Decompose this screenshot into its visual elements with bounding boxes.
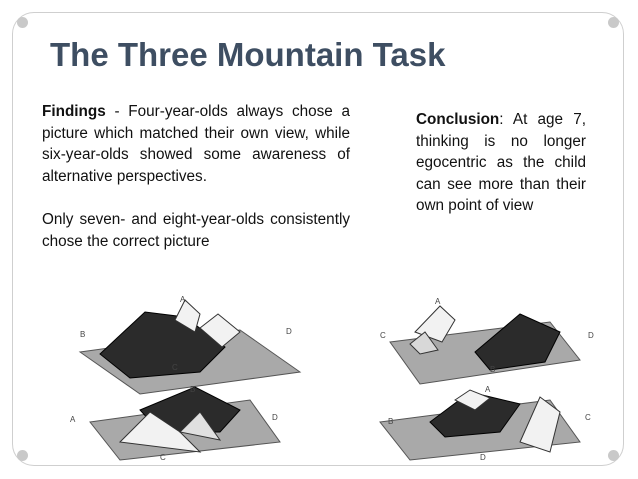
mountain-views-image (50, 292, 610, 462)
view-bottom-right (380, 385, 591, 462)
findings-label: Findings (42, 103, 106, 120)
label-d: D (272, 413, 278, 422)
label-a: A (180, 295, 186, 304)
findings-block (42, 101, 350, 252)
label-a: A (70, 415, 76, 424)
label-c: C (585, 413, 591, 422)
slide-title: The Three Mountain Task (50, 36, 446, 73)
label-c: C (172, 363, 178, 372)
corner-dot (17, 450, 28, 461)
conclusion-label: Conclusion (416, 111, 500, 128)
label-c: C (160, 453, 166, 462)
view-bottom-left (70, 385, 280, 462)
label-a: A (435, 297, 441, 306)
label-b: B (490, 365, 496, 374)
view-top-right (380, 297, 594, 384)
label-a: A (485, 385, 491, 394)
findings-text: - Four-year-olds always chose a picture which matched their own view, while six-year-olds showed some awareness of alternative perspectives. (42, 103, 350, 185)
conclusion-block (416, 109, 586, 217)
label-c: C (380, 331, 386, 340)
conclusion-text: : At age 7, thinking is no longer egocentric as the child can see more than their own point of view (416, 111, 586, 214)
label-d: D (588, 331, 594, 340)
corner-dot (608, 17, 619, 28)
label-b: B (190, 385, 196, 394)
three-mountain-figure (50, 292, 610, 462)
label-b: B (80, 330, 86, 339)
label-b: B (388, 417, 394, 426)
label-d: D (286, 327, 292, 336)
findings-paragraph (42, 101, 350, 187)
corner-dot (17, 17, 28, 28)
label-d: D (480, 453, 486, 462)
view-top-left (80, 295, 300, 394)
findings-paragraph-2: Only seven- and eight-year-olds consistently chose the correct picture (42, 211, 350, 250)
